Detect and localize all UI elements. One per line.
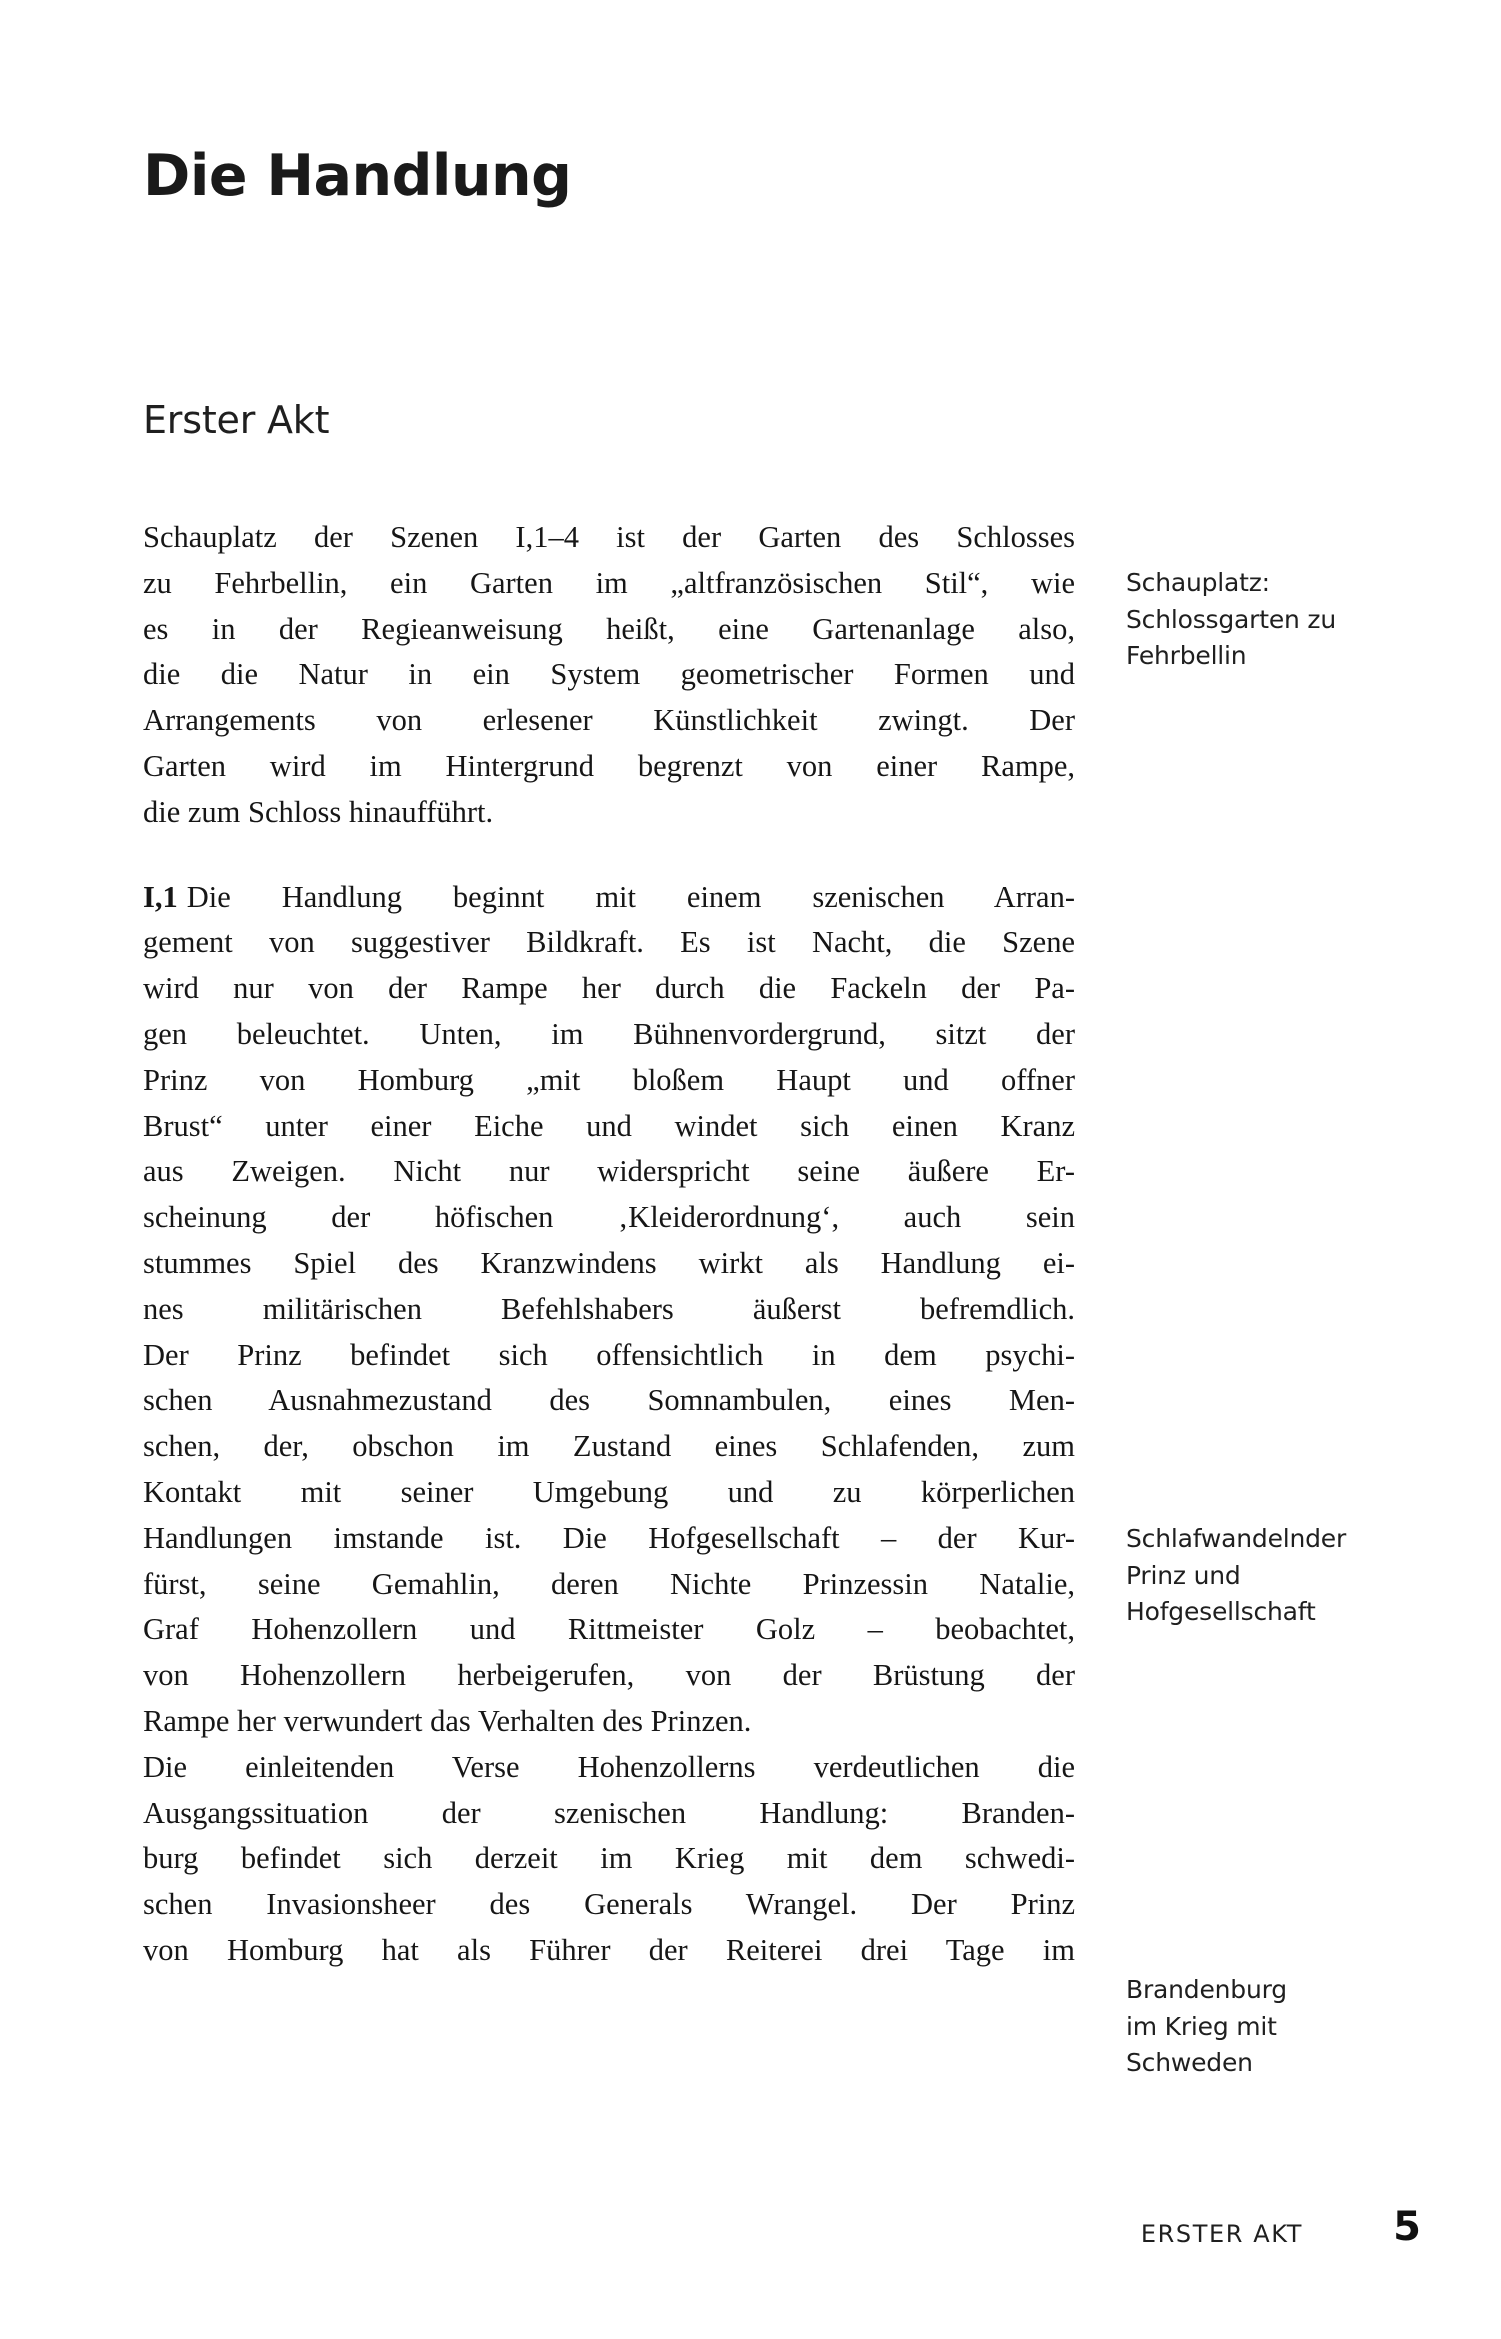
- paragraph-schauplatz: [143, 515, 1075, 836]
- text-line: fürst, seine Gemahlin, deren Nichte Prinzessin Natalie,: [143, 1566, 1075, 1601]
- text-line: Schauplatz der Szenen I,1–4 ist der Garten des Schlosses: [143, 520, 1075, 554]
- text-line: stummes Spiel des Kranzwindens wirkt als Handlung ei-: [143, 1245, 1075, 1280]
- text-line: zu Fehrbellin, ein Garten im „altfranzösischen Stil“, wie: [143, 565, 1075, 600]
- text-line: es in der Regieanweisung heißt, eine Gartenanlage also,: [143, 611, 1075, 646]
- text-line: Kontakt mit seiner Umgebung und zu körperlichen: [143, 1474, 1075, 1509]
- text-line: Garten wird im Hintergrund begrenzt von einer Rampe,: [143, 748, 1075, 783]
- section-heading-act: Erster Akt: [143, 398, 330, 442]
- text-line: Ausgangssituation der szenischen Handlung: Branden-: [143, 1795, 1075, 1830]
- margin-note-line: Brandenburg: [1126, 1975, 1287, 2004]
- text-line: schen Invasionsheer des Generals Wrangel. Der Prinz: [143, 1887, 1075, 1922]
- margin-note-brandenburg-krieg: [1126, 1972, 1426, 2082]
- margin-note-line: Prinz und: [1126, 1560, 1241, 1590]
- text-line: gement von suggestiver Bildkraft. Es ist Nacht, die Szene: [143, 925, 1075, 960]
- page-title: Die Handlung: [143, 143, 572, 209]
- text-line: schen, der, obschon im Zustand eines Schlafenden, zum: [143, 1429, 1075, 1464]
- text-line: nes militärischen Befehlshabers äußerst befremdlich.: [143, 1291, 1075, 1326]
- text-line: scheinung der höfischen ‚Kleiderordnung‘, auch sein: [143, 1200, 1075, 1235]
- body-text-column: [143, 515, 1075, 1974]
- running-head: ERSTER AKT: [1140, 2220, 1303, 2248]
- text-line: Brust“ unter einer Eiche und windet sich einen Kranz: [143, 1108, 1075, 1143]
- page-footer: [143, 2204, 1421, 2260]
- margin-note-line: Fehrbellin: [1126, 641, 1247, 670]
- margin-note-schauplatz: [1126, 565, 1426, 675]
- margin-note-line: Schlafwandelnder: [1126, 1524, 1347, 1553]
- scene-marker: I,1: [143, 879, 178, 914]
- text-line: Graf Hohenzollern und Rittmeister Golz – beobachtet,: [143, 1612, 1075, 1647]
- text-line: Prinz von Homburg „mit bloßem Haupt und offner: [143, 1062, 1075, 1097]
- text-line: von Hohenzollern herbeigerufen, von der Brüstung der: [143, 1658, 1075, 1693]
- text-line-with-scene-marker: [143, 875, 1075, 921]
- text-line: Die einleitenden Verse Hohenzollerns verdeutlichen die: [143, 1749, 1075, 1784]
- text-line: Die Handlung beginnt mit einem szenischen Arran-: [186, 879, 1075, 914]
- text-line: Arrangements von erlesener Künstlichkeit zwingt. Der: [143, 703, 1075, 738]
- paragraph-scene-I-1: [143, 875, 1075, 1745]
- paragraph-brandenburg: [143, 1745, 1075, 1974]
- margin-note-schlafwandelnder-prinz: [1126, 1521, 1426, 1631]
- page-number: 5: [1393, 2204, 1421, 2250]
- margin-note-line: Hofgesellschaft: [1126, 1597, 1316, 1626]
- margin-note-line: Schweden: [1126, 2048, 1253, 2077]
- text-line: wird nur von der Rampe her durch die Fackeln der Pa-: [143, 971, 1075, 1006]
- text-line: Der Prinz befindet sich offensichtlich in dem psychi-: [143, 1337, 1075, 1372]
- text-line: aus Zweigen. Nicht nur widerspricht seine äußere Er-: [143, 1154, 1075, 1189]
- text-line: Rampe her verwundert das Verhalten des Prinzen.: [143, 1703, 752, 1738]
- text-line: Handlungen imstande ist. Die Hofgesellschaft – der Kur-: [143, 1520, 1075, 1555]
- text-line: gen beleuchtet. Unten, im Bühnenvordergrund, sitzt der: [143, 1016, 1075, 1051]
- text-line: die zum Schloss hinaufführt.: [143, 794, 494, 829]
- text-line: burg befindet sich derzeit im Krieg mit dem schwedi-: [143, 1841, 1075, 1876]
- text-line: schen Ausnahmezustand des Somnambulen, eines Men-: [143, 1383, 1075, 1418]
- text-line: von Homburg hat als Führer der Reiterei drei Tage im: [143, 1932, 1075, 1967]
- margin-note-line: Schauplatz:: [1126, 568, 1270, 597]
- text-line: die die Natur in ein System geometrischer Formen und: [143, 657, 1075, 692]
- margin-note-line: Schlossgarten zu: [1126, 604, 1336, 634]
- margin-note-line: im Krieg mit: [1126, 2011, 1277, 2041]
